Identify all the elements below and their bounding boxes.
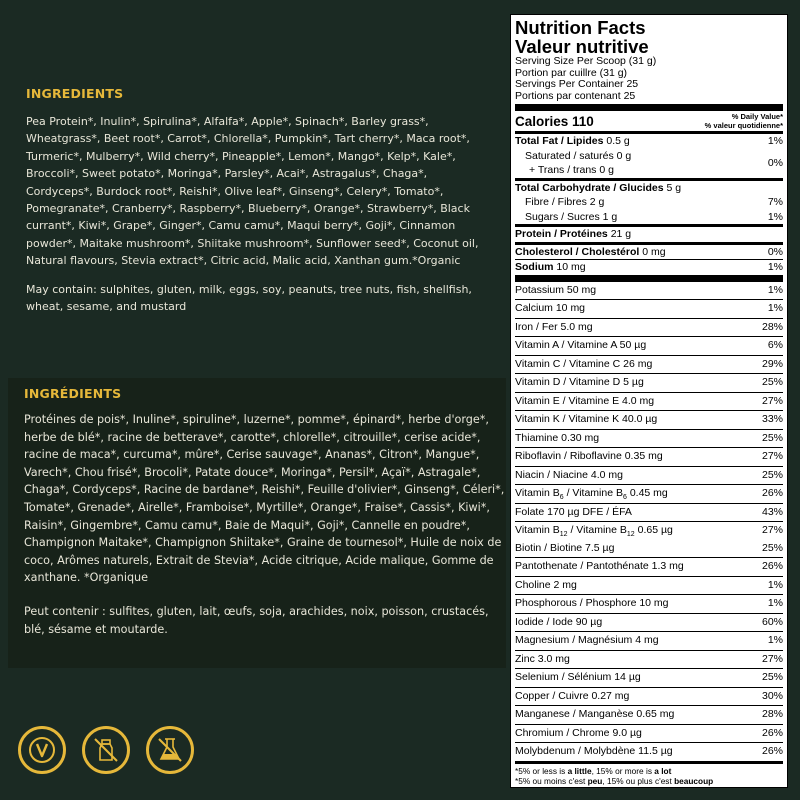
- micronutrient-row: [515, 724, 783, 743]
- micronutrients-list-2: [515, 540, 783, 761]
- sugars-row: [515, 210, 783, 225]
- dietary-icons: [18, 726, 194, 774]
- footnote-fr-mid: , 15% ou plus c'est: [602, 775, 675, 786]
- micronutrient-row: [515, 484, 783, 503]
- protein-amount: 21 g: [610, 228, 632, 241]
- micronutrient-dv: 26%: [761, 560, 783, 573]
- calories-row: [515, 111, 783, 131]
- ingredients-heading: INGREDIENTS: [26, 86, 124, 101]
- nutrition-title-en: Nutrition Facts: [515, 17, 646, 38]
- nutrition-facts-panel: [510, 14, 788, 788]
- sat-trans-dv: 0%: [767, 157, 783, 170]
- micronutrient-label: Vitamin E / Vitamine E 4.0 mg: [515, 394, 655, 407]
- micronutrient-row: [515, 429, 783, 448]
- micronutrient-dv: 1%: [767, 597, 783, 610]
- micronutrient-dv: 1%: [767, 634, 783, 647]
- micronutrient-label: Niacin / Niacine 4.0 mg: [515, 468, 623, 481]
- footnote-fr-little: peu: [587, 775, 603, 786]
- ingredients-english: [18, 86, 488, 315]
- micronutrient-dv: 1%: [767, 578, 783, 591]
- sugars-label: Sugars / Sucres 1 g: [525, 210, 618, 223]
- micronutrient-dv: 1%: [767, 283, 783, 296]
- serving-size-en: Serving Size Per Scoop (31 g): [515, 55, 657, 67]
- micronutrient-row: [515, 447, 783, 466]
- divider-thick-2: [515, 275, 783, 282]
- servings-fr: Portions par contenant 25: [515, 89, 636, 102]
- micronutrient-row: [515, 355, 783, 374]
- micronutrient-label: Molybdenum / Molybdène 11.5 µg: [515, 745, 673, 758]
- ingredients-heading-fr: INGRÉDIENTS: [24, 386, 122, 401]
- footnote-en-little: a little: [567, 765, 592, 776]
- micronutrient-row: [515, 521, 783, 540]
- carb-amount: 5 g: [666, 181, 682, 194]
- micronutrient-row: [515, 392, 783, 411]
- micronutrient-dv: 60%: [761, 615, 783, 628]
- protein-row: [515, 224, 783, 242]
- micronutrient-row: [515, 594, 783, 613]
- footnote-en-lot: a lot: [654, 765, 672, 776]
- dv-header-fr: % valeur quotidienne*: [704, 120, 783, 130]
- b6-sub: 6: [559, 494, 564, 502]
- micronutrient-dv: 29%: [761, 357, 783, 370]
- cholesterol-row: [515, 242, 783, 260]
- micronutrient-row: [515, 410, 783, 429]
- micronutrient-label: Potassium 50 mg: [515, 283, 597, 296]
- divider-thick: [515, 104, 783, 111]
- fat-label: Total Fat / Lipides: [515, 135, 604, 148]
- b6-label-post: 0.45 mg: [626, 487, 668, 500]
- micronutrient-label: Pantothenate / Pantothénate 1.3 mg: [515, 560, 684, 573]
- micronutrient-row: [515, 318, 783, 337]
- micronutrient-dv: 25%: [761, 431, 783, 444]
- no-gluten-wheat-flask-icon: [146, 726, 194, 774]
- micronutrient-label: Biotin / Biotine 7.5 µg: [515, 541, 615, 554]
- micronutrient-label: Iron / Fer 5.0 mg: [515, 320, 593, 333]
- servings-en: Servings Per Container 25: [515, 78, 639, 91]
- micronutrient-dv: 27%: [761, 652, 783, 665]
- sodium-amount: 10 mg: [556, 261, 586, 274]
- ingredients-list-fr: Protéines de pois*, Inuline*, spiruline*, luzerne*, pomme*, épinard*, herbe d'orge*, herbe de blé*, racine de betterave*, carotte*, chlorelle*, citrouille*, cerise acide*, racine de maca*, curcuma*, mûre*, Cerise sauvage*, Ananas*, Citron*, Mangue*, Varech*, Chou frisé*, Brocoli*, Patate douce*, Moringa*, Persil*, Açaï*, Astragale*, Chaga*, Cordyceps*, Racine de bardane*, Reishi*, Feuille d'olivier*, Ginseng*, Céleri*, Tomate*, Grenade*, Airelle*, Framboise*, Myrtille*, Orange*, Fraise*, Cassis*, Kiwi*, Raisin*, Gingembre*, Camu camu*, Baie de Maqui*, Goji*, Cannelle en poudre*, Champignon Maitake*, Champignon Shiitake*, Graine de tournesol*, Huile de noix de coco, Arômes naturels, Extrait de Stevia*, Acide citrique, Acide malique, Gomme de xanthane. *Organique: [24, 413, 505, 585]
- micronutrient-dv: 25%: [761, 671, 783, 684]
- footnote-fr: [515, 776, 783, 786]
- b6-label-mid: / Vitamine B: [563, 487, 623, 500]
- footnote-en: [515, 766, 783, 776]
- b12-sub: 12: [559, 531, 568, 539]
- micronutrient-label: Thiamine 0.30 mg: [515, 431, 600, 444]
- serving-size-fr: Portion par cuillre (31 g): [515, 66, 628, 79]
- footnote: [515, 761, 783, 786]
- micronutrient-row: [515, 668, 783, 687]
- ingredients-french: [8, 378, 506, 668]
- micronutrient-row: [515, 503, 783, 522]
- vegan-v-icon: [18, 726, 66, 774]
- dv-header-en: % Daily Value*: [731, 112, 783, 122]
- fibre-label: Fibre / Fibres 2 g: [525, 196, 605, 209]
- micronutrient-dv: 25%: [761, 468, 783, 481]
- folate-label: Folate 170 µg DFE / ÉFA: [515, 505, 632, 518]
- no-dairy-bottle-icon: [82, 726, 130, 774]
- calories-label: Calories 110: [515, 114, 594, 130]
- micronutrient-dv: 25%: [761, 541, 783, 554]
- b12-dv: 27%: [761, 524, 783, 537]
- micronutrient-label: Vitamin D / Vitamine D 5 µg: [515, 376, 644, 389]
- micronutrient-dv: 25%: [761, 376, 783, 389]
- micronutrient-row: [515, 742, 783, 761]
- micronutrient-dv: 30%: [761, 689, 783, 702]
- micronutrient-label: Riboflavin / Riboflavine 0.35 mg: [515, 450, 663, 463]
- footnote-en-mid: , 15% or more is: [591, 765, 655, 776]
- cholesterol-label: Cholesterol / Cholestérol: [515, 245, 640, 258]
- micronutrient-row: [515, 687, 783, 706]
- micronutrient-dv: 6%: [767, 339, 783, 352]
- b6-label-pre: Vitamin B: [515, 487, 560, 500]
- micronutrient-row: [515, 705, 783, 724]
- saturated-row: Saturated / saturés 0 g: [525, 149, 632, 162]
- micronutrient-label: Manganese / Manganèse 0.65 mg: [515, 708, 675, 721]
- micronutrient-label: Calcium 10 mg: [515, 302, 586, 315]
- carb-row: [515, 178, 783, 196]
- micronutrient-label: Zinc 3.0 mg: [515, 652, 570, 665]
- micronutrients-list: [515, 282, 783, 485]
- micronutrient-row: [515, 557, 783, 576]
- b12-label-post: 0.65 µg: [634, 524, 673, 537]
- daily-value-header: [705, 113, 783, 130]
- footnote-fr-lot: beaucoup: [674, 775, 714, 786]
- fibre-row: [515, 195, 783, 210]
- sodium-dv: 1%: [767, 261, 783, 274]
- micronutrient-label: Chromium / Chrome 9.0 µg: [515, 726, 642, 739]
- nutrition-title-fr: Valeur nutritive: [515, 36, 649, 57]
- micronutrient-row: [515, 336, 783, 355]
- fat-dv: 1%: [767, 135, 783, 148]
- micronutrient-dv: 28%: [761, 708, 783, 721]
- micronutrient-dv: 26%: [761, 745, 783, 758]
- micronutrient-row: [515, 282, 783, 300]
- protein-label: Protein / Protéines: [515, 228, 608, 241]
- micronutrient-row: [515, 540, 783, 558]
- fat-row: [515, 131, 783, 149]
- ingredients-list: Pea Protein*, Inulin*, Spirulina*, Alfalfa*, Apple*, Spinach*, Barley grass*, Wheatgrass*, Beet root*, Carrot*, Chlorella*, Pumpkin*, Tart cherry*, Maca root*, Turmeric*, Mulberry*, Wild cherry*, Pineapple*, Lemon*, Mango*, Kelp*, Kale*, Broccoli*, Sweet potato*, Moringa*, Parsley*, Acai*, Astragalus*, Chaga*, Cordyceps*, Burdock root*, Reishi*, Olive leaf*, Ginseng*, Celery*, Tomato*, Pomegranate*, Cranberry*, Raspberry*, Blueberry*, Orange*, Strawberry*, Black currant*, Kiwi*, Grape*, Ginger*, Camu camu*, Maqui berry*, Goji*, Cinnamon powder*, Maitake mushroom*, Shiitake mushroom*, Sunflower seed*, Coconut oil, Natural flavours, Stevia extract*, Citric acid, Malic acid, Xanthan gum.*Organic: [26, 115, 479, 268]
- micronutrient-dv: 28%: [761, 320, 783, 333]
- sodium-row: [515, 259, 783, 275]
- micronutrient-label: Vitamin K / Vitamine K 40.0 µg: [515, 413, 658, 426]
- micronutrient-label: Vitamin A / Vitamine A 50 µg: [515, 339, 647, 352]
- micronutrient-label: Iodide / Iode 90 µg: [515, 615, 603, 628]
- micronutrient-dv: 33%: [761, 413, 783, 426]
- micronutrient-label: Vitamin C / Vitamine C 26 mg: [515, 357, 653, 370]
- allergen-statement-fr: Peut contenir : sulfites, gluten, lait, œufs, soja, arachides, noix, poisson, crustacés, blé, sésame et moutarde.: [24, 604, 489, 636]
- micronutrient-row: [515, 631, 783, 650]
- micronutrient-row: [515, 299, 783, 318]
- b12-sub-fr: 12: [626, 531, 635, 539]
- micronutrient-row: [515, 373, 783, 392]
- cholesterol-amount: 0 mg: [642, 245, 666, 258]
- b12-label-mid: / Vitamine B: [567, 524, 627, 537]
- micronutrient-label: Copper / Cuivre 0.27 mg: [515, 689, 630, 702]
- b6-sub-fr: 6: [623, 494, 627, 502]
- b12-label-pre: Vitamin B: [515, 524, 560, 537]
- micronutrient-label: Selenium / Sélénium 14 µg: [515, 671, 641, 684]
- sat-trans-group: [515, 149, 783, 178]
- micronutrient-row: [515, 576, 783, 595]
- micronutrient-dv: 26%: [761, 726, 783, 739]
- footnote-fr-pre: *5% ou moins c'est: [515, 775, 588, 786]
- allergen-statement: May contain: sulphites, gluten, milk, eggs, soy, peanuts, tree nuts, fish, shellfish, wheat, sesame, and mustard: [26, 282, 472, 314]
- micronutrient-label: Choline 2 mg: [515, 578, 577, 591]
- micronutrient-dv: 1%: [767, 302, 783, 315]
- fibre-dv: 7%: [767, 196, 783, 209]
- micronutrient-label: Phosphorous / Phosphore 10 mg: [515, 597, 669, 610]
- micronutrient-dv: 27%: [761, 394, 783, 407]
- b6-dv: 26%: [761, 487, 783, 500]
- cholesterol-dv: 0%: [767, 245, 783, 258]
- sugars-dv: 1%: [767, 210, 783, 223]
- micronutrient-label: Magnesium / Magnésium 4 mg: [515, 634, 659, 647]
- micronutrient-row: [515, 650, 783, 669]
- micronutrient-dv: 27%: [761, 450, 783, 463]
- footnote-en-pre: *5% or less is: [515, 765, 568, 776]
- carb-label: Total Carbohydrate / Glucides: [515, 181, 664, 194]
- sodium-label: Sodium: [515, 261, 554, 274]
- trans-row: + Trans / trans 0 g: [529, 164, 614, 177]
- fat-amount: 0.5 g: [606, 135, 630, 148]
- micronutrient-row: [515, 613, 783, 632]
- folate-dv: 43%: [761, 505, 783, 518]
- micronutrient-row: [515, 466, 783, 485]
